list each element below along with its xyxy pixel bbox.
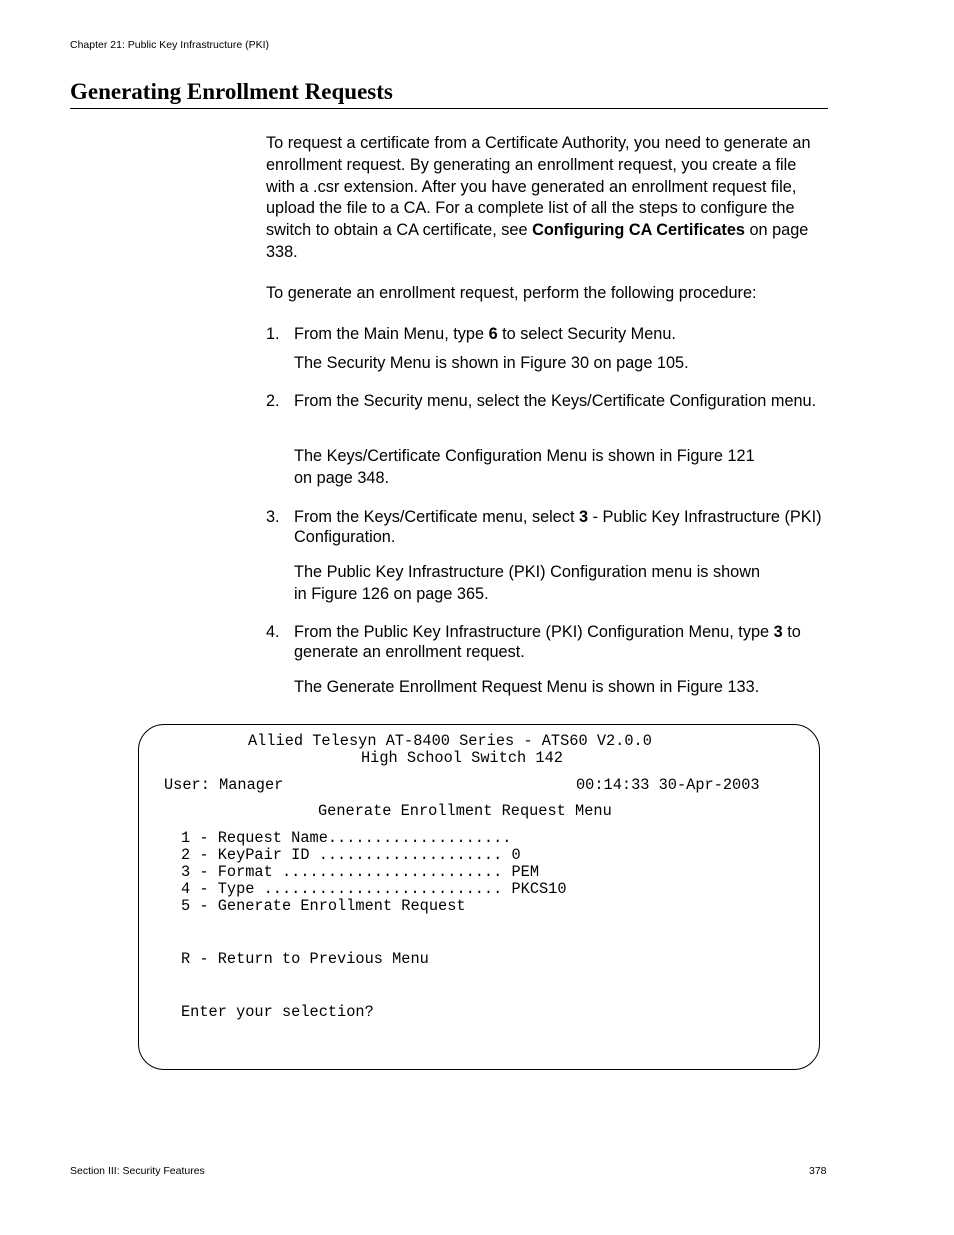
section-title: Generating Enrollment Requests	[70, 78, 828, 109]
menu-item-request-name[interactable]: 1 - Request Name....................	[181, 829, 512, 847]
menu-item-type[interactable]: 4 - Type .......................... PKCS10	[181, 880, 567, 898]
menu-item-keypair-id[interactable]: 2 - KeyPair ID .................... 0	[181, 846, 521, 864]
intro-text: To request a certificate from a Certificate Authority, you need to generate an enrollment request. By generating an enrollment request, you create a file with a .csr extension. After you have generated an enrollment request file, upload the file to a CA. For a complete list of all the steps to configure the switch to obtain a CA certificate, see	[266, 134, 811, 240]
menu-item-format[interactable]: 3 - Format ........................ PEM	[181, 863, 540, 881]
procedure-lead: To generate an enrollment request, perform the following procedure:	[266, 284, 757, 302]
step-text: From the Public Key Infrastructure (PKI) Configuration Menu, type 3 to generate an enrollment request.	[294, 623, 801, 661]
step-number: 1.	[266, 325, 280, 343]
step-text: From the Keys/Certificate menu, select 3 - Public Key Infrastructure (PKI) Configuration.	[294, 508, 822, 546]
menu-item-generate[interactable]: 5 - Generate Enrollment Request	[181, 897, 466, 915]
datetime: 00:14:33 30-Apr-2003	[576, 776, 760, 794]
selection-prompt[interactable]: Enter your selection?	[181, 1003, 374, 1021]
terminal-screen	[138, 724, 820, 1070]
step-4-note: The Generate Enrollment Request Menu is shown in Figure 133.	[294, 678, 760, 696]
step-number: 3.	[266, 508, 280, 526]
menu-title: Generate Enrollment Request Menu	[318, 802, 612, 820]
product-line: Allied Telesyn AT-8400 Series - ATS60 V2.0.0	[248, 732, 652, 750]
step-number: 4.	[266, 623, 280, 641]
intro-paragraph	[266, 133, 826, 264]
intro-page-ref: on page 338.	[266, 221, 809, 261]
menu-item-return[interactable]: R - Return to Previous Menu	[181, 950, 429, 968]
step-number: 2.	[266, 392, 280, 410]
page-number: 378	[809, 1165, 827, 1177]
running-header: Chapter 21: Public Key Infrastructure (PKI)	[70, 39, 270, 51]
step-text: From the Main Menu, type 6 to select Security Menu.	[294, 325, 676, 343]
step-1-note: The Security Menu is shown in Figure 30 on page 105.	[294, 354, 689, 372]
user-label: User: Manager	[164, 776, 284, 794]
cross-reference-link[interactable]: Configuring CA Certificates	[532, 221, 745, 240]
footer-section: Section III: Security Features	[70, 1165, 205, 1177]
step-3-note: The Public Key Infrastructure (PKI) Configuration menu is shown in Figure 126 on page 365.	[294, 563, 761, 603]
step-text: From the Security menu, select the Keys/Certificate Configuration menu.	[294, 392, 817, 410]
system-name: High School Switch 142	[361, 749, 563, 767]
step-2-note: The Keys/Certificate Configuration Menu is shown in Figure 121 on page 348.	[294, 447, 755, 487]
